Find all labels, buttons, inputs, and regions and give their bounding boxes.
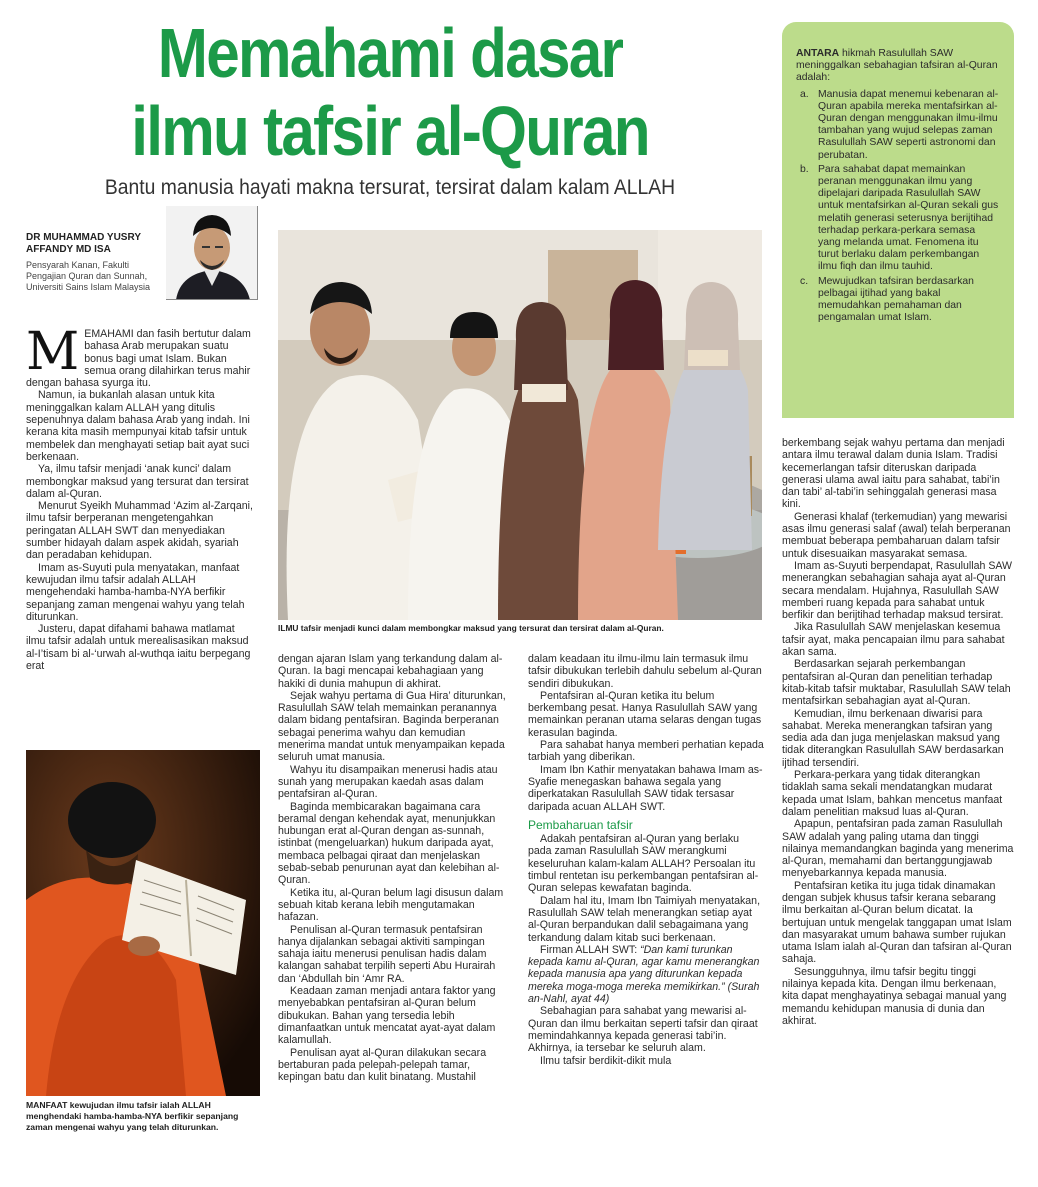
column-2 [278,653,510,1083]
quote-text: “Dan kami turunkan kepada kamu al-Quran, agar kamu menerangkan kepada manusia apa yang diturunkan kepada mereka moga-moga mereka memikirkan.” (Surah an-Nahl, ayat 44) [528,943,760,1006]
section-heading: Pembaharuan tafsir [528,817,633,832]
column-4 [782,437,1014,1027]
headline [115,14,665,170]
paragraph: Ketika itu, al-Quran belum lagi disusun dalam sebuah kitab kerana lebih mengutamakan hafazan. [278,886,504,924]
paragraph: Pentafsiran al-Quran ketika itu belum berkembang pesat. Hanya Rasulullah SAW yang memainkan peranan utama selaras dengan tugas kerasulan baginda. [528,689,762,739]
paragraph: Jika Rasulullah SAW menjelaskan kesemua tafsir ayat, maka pencapaian ilmu para sahabat akan sama. [782,621,1005,659]
quote-paragraph [528,944,764,1005]
list-marker: c. [800,275,809,287]
author-name-line-2: AFFANDY MD ISA [26,244,111,255]
paragraph: Imam as-Suyuti pula menyatakan, manfaat kewujudan ilmu tafsir adalah ALLAH mengehendaki hamba-hamba-NYA berfikir sepanjang zaman mengenai wahyu yang telah diturunkan. [26,561,245,623]
paragraph: Para sahabat hanya memberi perhatian kepada tarbiah yang diberikan. [528,739,764,764]
drop-cap: M [26,322,80,382]
paragraph: dengan ajaran Islam yang terkandung dalam al-Quran. Ia bagi mencapai kebahagiaan yang hakiki di dunia mahupun di akhirat. [278,653,503,690]
author-photo [166,206,258,300]
paragraph: Generasi khalaf (terkemudian) yang mewarisi asas ilmu generasi salaf (awal) telah berperanan membuat beberapa pembaharuan dalam tafsir untuk disesuaikan masyarakat semasa. [782,510,1011,560]
list-marker: a. [800,88,809,100]
paragraph: Namun, ia bukanlah alasan untuk kita meninggalkan kalam ALLAH yang ditulis sepenuhnya dalam bahasa Arab yang indah. Ini kerana kita masih mempunyai kitab tafsir untuk membelek dan menghayati setiap bait ayat suci berkenaan. [26,389,250,463]
sidebar-intro-bold: ANTARA [796,48,840,59]
sidebar-list [796,89,1000,325]
column-1 [26,322,256,673]
author-role [26,260,176,293]
paragraph: Justeru, dapat difahami bahawa matlamat ilmu tafsir adalah untuk merealisasikan maksud al-I’tisam bi al-‘urwah al-wuthqa iaitu berpegang erat [26,623,251,673]
main-photo-family-reading [278,230,762,620]
column-3 [528,653,764,1067]
author-name-line-1: DR MUHAMMAD YUSRY [26,232,141,243]
side-photo-man-reading [26,750,260,1096]
paragraph: Sesungguhnya, ilmu tafsir begitu tinggi nilainya kepada kita. Dengan ilmu berkenaan, kita dapat menghayatinya sebagai manual yang memandu kehidupan manusia di dunia dan akhirat. [782,965,1007,1027]
sidebar-intro-text: hikmah Rasulullah SAW meninggalkan sebahagian tafsiran al-Quran adalah: [796,48,998,84]
list-item-text: Mewujudkan tafsiran berdasarkan pelbagai ijtihad yang bakal memudahkan pemahaman dan pengamalan umat Islam. [818,275,974,324]
paragraph: Berdasarkan sejarah perkembangan pentafsiran al-Quran dan penelitian terhadap kitab-kitab tafsir muktabar, Rasulullah SAW telah mentafsirkan sebahagian ayat al-Quran. [782,658,1011,708]
author-role-line-1: Pensyarah Kanan, Fakulti [26,260,130,270]
sidebar-list-item [796,276,1000,325]
list-marker: b. [800,163,809,175]
list-item-text: Manusia dapat menemui kebenaran al-Quran apabila mereka mentafsirkan al-Quran dengan menggunakan ilmu-ilmu tambahan yang wujud selepas zaman Rasulullah SAW seperti astronomi dan perubatan. [818,88,999,161]
paragraph: Penulisan ayat al-Quran dilakukan secara bertaburan pada pelepah-pelepah tamar, kepingan batu dan kulit binatang. Mustahil [278,1046,487,1084]
author-role-line-3: Universiti Sains Islam Malaysia [26,282,151,292]
side-photo-caption: MANFAAT kewujudan ilmu tafsir ialah ALLAH menghendaki hamba-hamba-NYA berfikir sepanjang zaman mengenai wahyu yang telah diturunkan. [26,1100,239,1132]
paragraph: Wahyu itu disampaikan menerusi hadis atau sunah yang merupakan kaedah asas dalam pentafsiran al-Quran. [278,763,498,801]
quote-lead: Firman ALLAH SWT: [540,943,641,956]
subheadline: Bantu manusia hayati makna tersurat, tersirat dalam kalam ALLAH [104,176,676,199]
sidebar-list-item [796,89,1000,162]
sidebar-box [782,22,1014,418]
paragraph: dalam keadaan itu ilmu-ilmu lain termasuk ilmu tafsir dibukukan terlebih dahulu sebelum al-Quran sendiri dibukukan. [528,653,762,690]
paragraph: Menurut Syeikh Muhammad ‘Azim al-Zarqani, ilmu tafsir berperanan mengetengahkan peringatan ALLAH SWT dan menyediakan sumber hidayah dalam aspek akidah, syariah dan peradaban kehidupan. [26,500,253,562]
main-photo-caption: ILMU tafsir menjadi kunci dalam membongkar maksud yang tersurat dan tersirat dalam al-Quran. [278,623,664,633]
paragraph: Kemudian, ilmu berkenaan diwarisi para sahabat. Mereka menerangkan tafsiran yang sedia ada dan juga menjelaskan maksud yang tidak diterangkan Rasulullah SAW berdasarkan ijtihad tersendiri. [782,707,1004,769]
paragraph: Apapun, pentafsiran pada zaman Rasulullah SAW adalah yang paling utama dan tinggi nilainya memandangkan baginda yang menerima al-Quran, memahami dan bertanggungjawab menyebarkannya kepada manusia. [782,818,1014,880]
paragraph: berkembang sejak wahyu pertama dan menjadi antara ilmu terawal dalam dunia Islam. Tradisi kecemerlangan tafsir diteruskan daripada generasi ulama awal iaitu para sahabat, tabi’in dan tabi’ al-tabi’in sehinggalah generasi masa kini. [782,437,1005,511]
headline-line-1: Memahami dasar [157,14,623,92]
sidebar-list-item [796,164,1000,274]
paragraph: EMAHAMI dan fasih bertutur dalam bahasa Arab merupakan suatu bonus bagi umat Islam. Bukan semua orang dilahirkan terus mahir dengan bahasa syurga itu. [26,328,251,390]
paragraph: Sejak wahyu pertama di Gua Hira’ diturunkan, Rasulullah SAW telah memainkan peranannya dalam bidang pentafsiran. Baginda berperanan sebagai penerima wahyu dan kemudian menerima mandat untuk menyampaikan kepada seluruh umat manusia. [278,689,506,764]
paragraph: Adakah pentafsiran al-Quran yang berlaku pada zaman Rasulullah SAW merangkumi keseluruhan kalam-kalam ALLAH? Persoalan itu timbul rentetan isu perkembangan pentafsiran al-Quran selepas kewafatan baginda. [528,833,759,895]
paragraph: Pentafsiran ketika itu juga tidak dinamakan dengan subjek khusus tafsir kerana sebarang ilmu berkaitan al-Quran belum dicatat. Ia bertujuan untuk mengelak tanggapan umat Islam dan masyarakat umum bahawa sumber rujukan utama Islam ialah al-Quran dan tafsiran al-Quran sahaja. [782,879,1012,966]
list-item-text: Para sahabat dapat memainkan peranan menggunakan ilmu yang dipelajari daripada Rasulullah SAW untuk mentafsirkan al-Quran sekali gus melatih generasi seterusnya berijtihad terhadap perkara-perkara semasa yang melanda umat. Fenomena itu turut berlaku dalam perkembangan ilmu fiqh dan ilmu tauhid. [818,163,999,273]
sidebar-intro [796,48,1000,85]
author-role-line-2: Pengajian Quran dan Sunnah, [26,271,148,281]
paragraph: Sebahagian para sahabat yang mewarisi al-Quran dan ilmu berkaitan seperti tafsir dan qiraat memindahkannya kepada generasi tabi’in. Akhirnya, ia tersebar ke seluruh alam. [528,1005,758,1055]
paragraph: Keadaan zaman menjadi antara faktor yang menyebabkan pentafsiran al-Quran belum dibukukan. Bahan yang tersedia lebih dimanfaatkan untuk mencatat ayat-ayat dalam kalamullah. [278,985,496,1047]
paragraph: Imam Ibn Kathir menyatakan bahawa Imam as-Syafie menegaskan bahawa segala yang diperkatakan Rasulullah SAW tidak tersasar daripada acuan ALLAH SWT. [528,763,763,813]
paragraph: Baginda membicarakan bagaimana cara beramal dengan kehendak ayat, menunjukkan hubungan erat al-Quran dengan as-sunnah, istinbat (mengeluarkan) hukum daripada ayat, membaca pelbagai qiraat dan menjelaskan sebab-sebab penurunan ayat dan kelebihan al-Quran. [278,800,500,887]
paragraph: Perkara-perkara yang tidak diterangkan tidaklah sama sekali mendatangkan mudarat kepada umat Islam, bahkan mencetus manfaat dalam penelitian maksud luas al-Quran. [782,769,1003,818]
headline-line-2: ilmu tafsir al-Quran [131,92,649,170]
author-name [26,232,141,256]
paragraph: Ya, ilmu tafsir menjadi ‘anak kunci’ dalam membongkar maksud yang tersurat dan tersirat dalam al-Quran. [26,463,249,500]
paragraph: Imam as-Suyuti berpendapat, Rasulullah SAW menerangkan sebahagian sahaja ayat al-Quran secara mendalam. Hujahnya, Rasulullah SAW memberi ruang kepada para sahabat untuk berfikir dan berijtihad terhadap maksud tersirat. [782,559,1013,622]
paragraph: Dalam hal itu, Imam Ibn Taimiyah menyatakan, Rasulullah SAW telah menerangkan setiap ayat al-Quran berpandukan dalil sebagaimana yang terkandung dalam kitab suci berkenaan. [528,894,761,944]
paragraph: Ilmu tafsir berdikit-dikit mula [540,1054,672,1067]
paragraph: Penulisan al-Quran termasuk pentafsiran hanya dijalankan sebagai aktiviti sampingan sahaja iaitu menerusi penulisan hadis dalam kalangan sahabat terpilih seperti Abu Hurairah dan ‘Abdullah bin ‘Amr RA. [278,923,496,985]
